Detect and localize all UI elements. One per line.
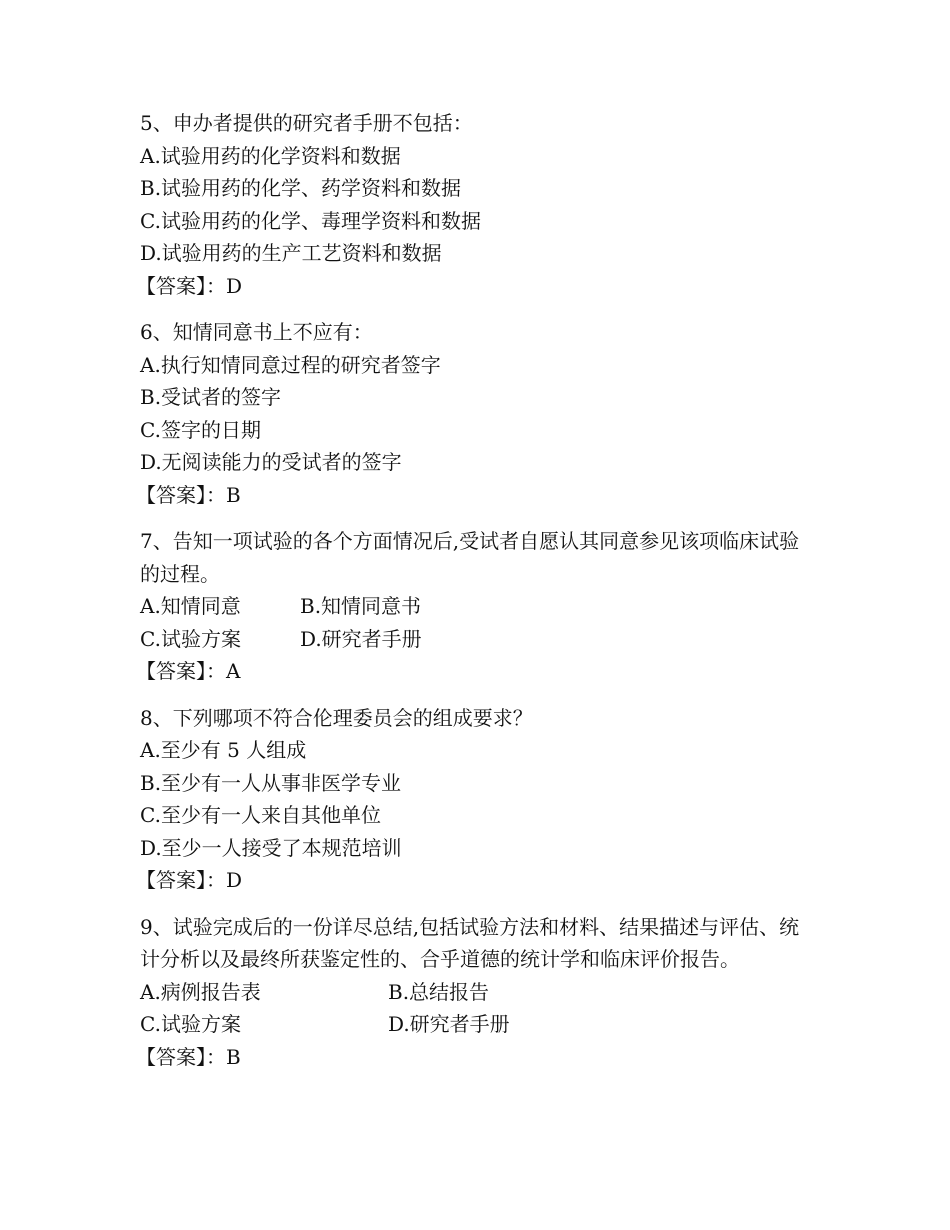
option-row: [140, 590, 800, 623]
answer-label: 【答案】：B: [136, 482, 241, 507]
question-8: [136, 702, 800, 897]
answer-label: 【答案】：B: [136, 1044, 241, 1069]
answer-label: 【答案】：D: [136, 868, 243, 892]
option-c: C.签字的日期: [140, 417, 261, 442]
option-b: B.至少有一人从事非医学专业: [140, 770, 402, 795]
question-5: [136, 107, 800, 302]
question-stem: 6、知情同意书上不应有：: [140, 320, 373, 344]
option-c: C.试验方案: [140, 626, 241, 651]
option-a: A.至少有 5 人组成: [140, 738, 307, 762]
option-a: A.知情同意: [140, 594, 241, 618]
option-a: A.试验用药的化学资料和数据: [140, 143, 401, 168]
option-a: A.病例报告表: [140, 979, 261, 1004]
option-d: D.无阅读能力的受试者的签字: [140, 450, 402, 474]
option-d: D.至少一人接受了本规范培训: [140, 835, 402, 860]
option-d: D.研究者手册: [388, 1012, 510, 1036]
question-stem: 5、申办者提供的研究者手册不包括：: [140, 111, 473, 135]
option-d: D.研究者手册: [300, 626, 422, 651]
option-c: C.试验用药的化学、毒理学资料和数据: [140, 208, 481, 233]
option-d: D.试验用药的生产工艺资料和数据: [140, 241, 442, 265]
question-7: [136, 525, 800, 688]
option-b: B.总结报告: [388, 979, 490, 1004]
question-stem: 8、下列哪项不符合伦理委员会的组成要求？: [140, 705, 533, 730]
option-row: [140, 976, 800, 1009]
option-c: C.至少有一人来自其他单位: [140, 803, 381, 827]
option-b: B.试验用药的化学、药学资料和数据: [140, 176, 462, 200]
option-a: A.执行知情同意过程的研究者签字: [140, 352, 441, 377]
question-stem: 7、告知一项试验的各个方面情况后,受试者自愿认其同意参见该项临床试验的过程。: [140, 529, 800, 586]
answer-label: 【答案】：D: [136, 273, 243, 298]
option-c: C.试验方案: [140, 1012, 241, 1036]
question-9: [136, 911, 800, 1074]
option-row: [140, 623, 800, 656]
question-stem: 9、试验完成后的一份详尽总结,包括试验方法和材料、结果描述与评估、统计分析以及最终所获鉴定性的、合乎道德的统计学和临床评价报告。: [140, 914, 800, 971]
question-6: [136, 316, 800, 511]
option-b: B.受试者的签字: [140, 385, 282, 409]
answer-label: 【答案】：A: [136, 659, 241, 683]
option-row: [140, 1008, 800, 1041]
option-b: B.知情同意书: [300, 594, 422, 618]
